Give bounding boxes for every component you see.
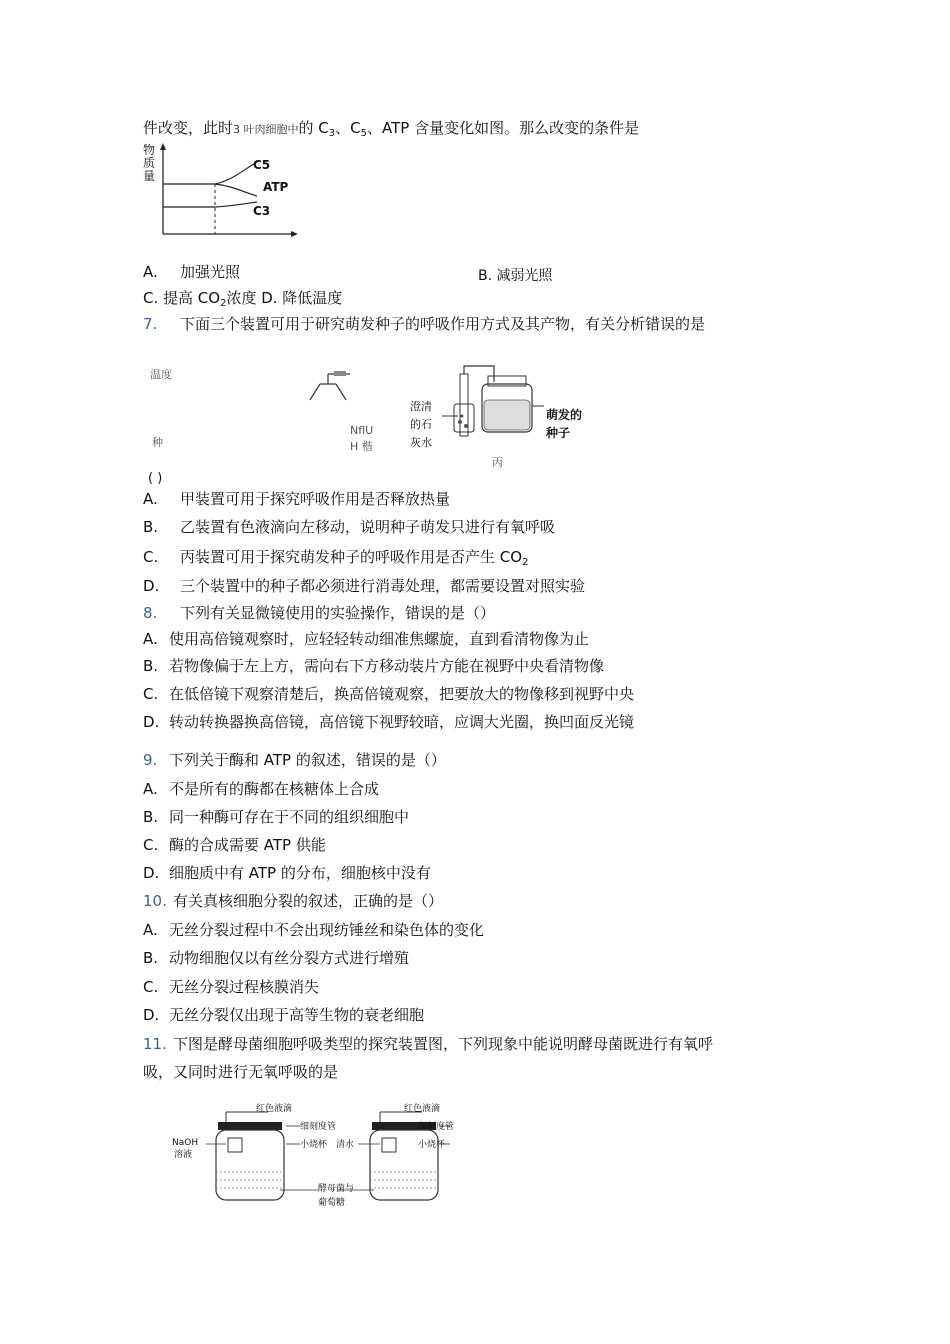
q6-graph-atp-label: ATP [263,180,289,194]
q6-graph-svg [143,140,303,248]
q8-option-b: B. 若物像偏于左上方，需向右下方移动装片方能在视野中央看清物像 [143,657,605,675]
q10-option-a: A. 无丝分裂过程中不会出现纺锤丝和染色体的变化 [143,921,485,939]
q7-label-chengqing: 澄清 [410,400,432,413]
q7-label-deshi: 的石 [410,418,432,431]
q9-option-a: A. 不是所有的酶都在核糖体上合成 [143,780,380,798]
q11-label-xike-right: 细刻度管 [418,1122,455,1132]
q11-label-naoh1: NaOH [172,1138,199,1148]
q7-label-zhong: 种 [152,436,163,449]
q7-option-c: C. 丙装置可用于探究萌发种子的呼吸作用是否产生 $CO_2$ [143,548,529,568]
q11-label-naoh2: 溶液 [174,1150,193,1160]
q7-option-a: A. 甲装置可用于探究呼吸作用是否释放热量 [143,490,451,508]
q6-graph-c5-label: C5 [253,158,271,172]
q7-label-mengfa: 萌发的 [546,408,583,422]
q9-option-b: B. 同一种酶可存在于不同的组织细胞中 [143,808,410,826]
q6-graph-c3-label: C3 [253,204,271,218]
q11-stem-line1: 11. 下图是酵母菌细胞呼吸类型的探究装置图，下列现象中能说明酵母菌既进行有氧呼 [143,1035,714,1053]
q7-figure [148,360,588,468]
q8-option-a: A. 使用高倍镜观察时，应轻轻转动细准焦螺旋，直到看清物像为止 [143,630,590,648]
q7-label-bing: 丙 [492,456,503,469]
q7-option-b: B. 乙装置有色液滴向左移动，说明种子萌发只进行有氧呼吸 [143,518,556,536]
q10-option-c: C. 无丝分裂过程核膜消失 [143,978,320,996]
q7-label-nflu: NflU [350,424,374,437]
q11-figure [168,1102,468,1212]
q6-option-cd: C. 提高 $CO_2$浓度 D. 降低温度 [143,289,343,309]
q6-option-a: A. 加强光照 [143,263,241,281]
q7-paren: ( ) [148,471,163,486]
q10-option-b: B. 动物细胞仅以有丝分裂方式进行增殖 [143,949,410,967]
q11-label-jiaomu1: 酵母菌与 [318,1184,355,1194]
q11-label-xike-left: 细刻度管 [300,1122,337,1132]
q11-label-xiaobo-right: 小烧杯 [418,1140,446,1150]
q6-graph [143,140,303,248]
q6-option-b: B. 减弱光照 [478,268,553,284]
q7-label-huishui: 灰水 [410,436,432,449]
q8-option-d: D. 转动转换器换高倍镜，高倍镜下视野较暗，应调大光圈，换凹面反光镜 [143,713,635,731]
q6-stem: 件改变，此时3 叶肉细胞中的 $C_3$、$C_5$、ATP 含量变化如图。那么改变的条件是 [143,119,640,139]
q6-graph-ylabel: 物 质 量 [143,143,156,183]
q10-stem: 10. 有关真核细胞分裂的叙述，正确的是（） [143,892,444,910]
q8-option-c: C. 在低倍镜下观察清楚后，换高倍镜观察，把要放大的物像移到视野中央 [143,685,635,703]
q11-label-hongse-left: 红色液滴 [256,1104,293,1114]
q9-option-c: C. 酶的合成需要 ATP 供能 [143,836,326,854]
q7-label-zhongzi: 种子 [546,426,571,440]
q11-label-hongse-right: 红色液滴 [404,1104,441,1114]
q7-label-wendu: 温度 [150,368,172,381]
q10-option-d: D. 无丝分裂仅出现于高等生物的衰老细胞 [143,1006,425,1024]
q9-stem: 9. 下列关于酶和 ATP 的叙述，错误的是（） [143,751,446,769]
q7-label-hkai: H 楷 [350,440,373,453]
q11-label-qingshui: 清水 [336,1140,355,1150]
q11-label-jiaomu2: 葡萄糖 [318,1198,346,1208]
q11-stem-line2: 吸，又同时进行无氧呼吸的是 [143,1063,339,1081]
q7-option-d: D. 三个装置中的种子都必须进行消毒处理，都需要设置对照实验 [143,577,586,595]
q11-label-xiaobo-left: 小烧杯 [300,1140,328,1150]
q7-stem: 7. 下面三个装置可用于研究萌发种子的呼吸作用方式及其产物，有关分析错误的是 [143,315,706,333]
q8-stem: 8. 下列有关显微镜使用的实验操作，错误的是（） [143,604,496,622]
q9-option-d: D. 细胞质中有 ATP 的分布，细胞核中没有 [143,864,431,882]
